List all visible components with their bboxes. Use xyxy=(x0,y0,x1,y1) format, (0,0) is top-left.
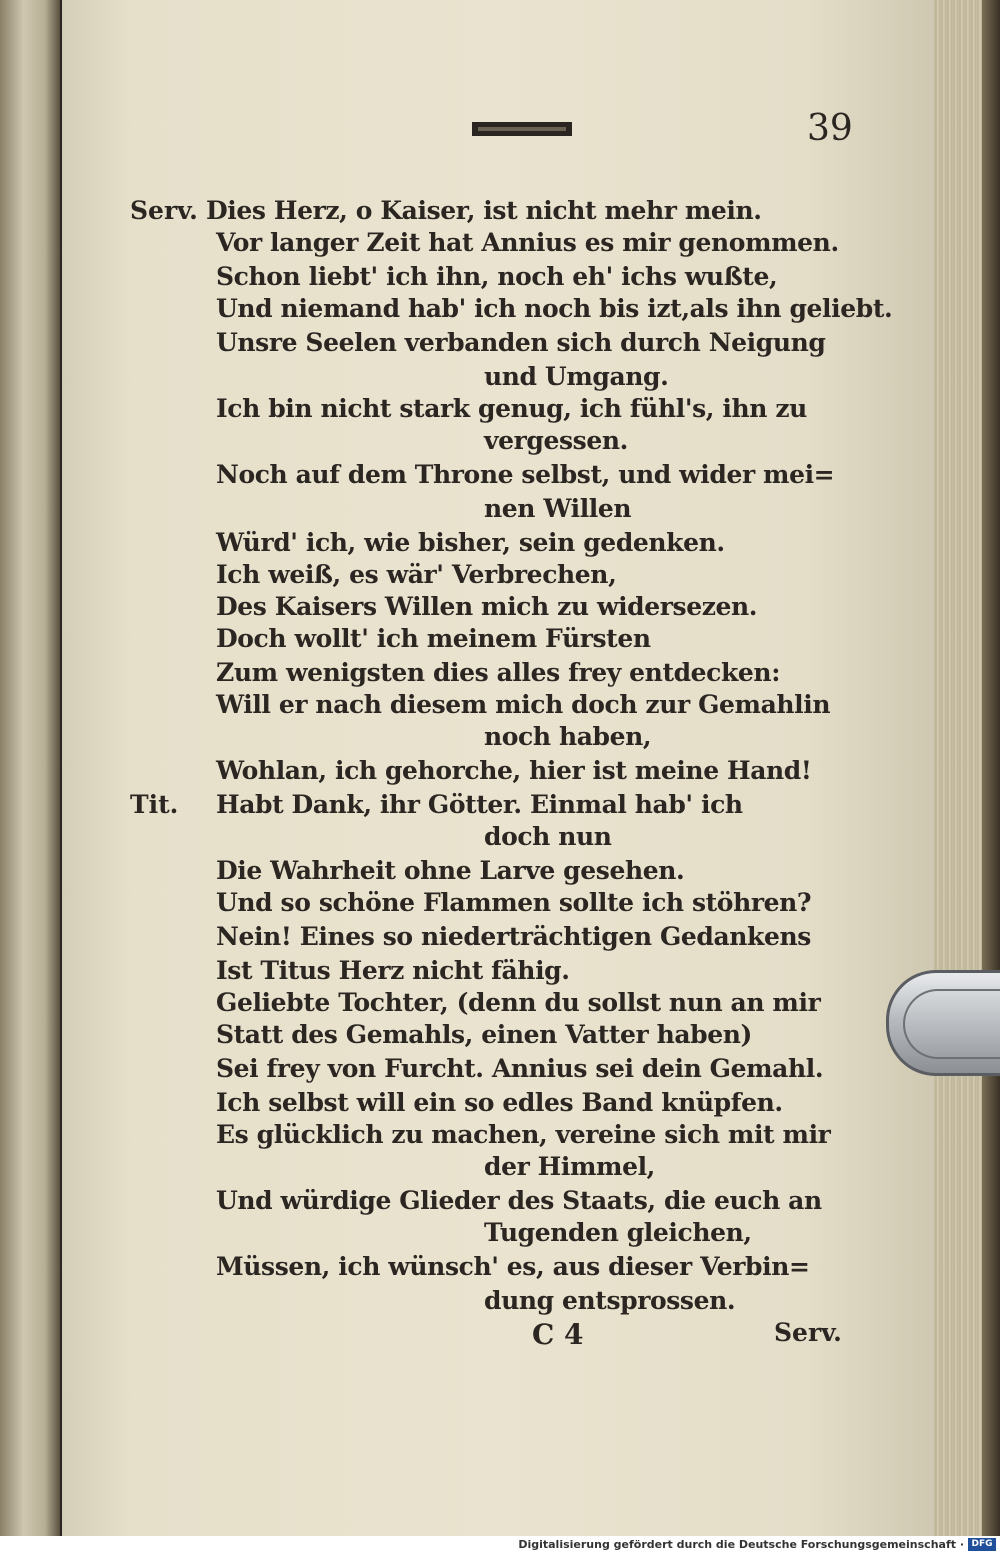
page-block-edge xyxy=(934,0,1000,1536)
header-ornament xyxy=(472,122,572,136)
verse-line: Und würdige Glieder des Staats, die euch an xyxy=(216,1186,822,1215)
verse-line: Ich bin nicht stark genug, ich fühl's, ihn zu xyxy=(216,394,807,423)
verse-line: Sei frey von Furcht. Annius sei dein Gemahl. xyxy=(216,1054,824,1083)
footer-bar xyxy=(0,1536,1000,1554)
verse-line-continuation: noch haben, xyxy=(484,722,652,751)
verse-line: Will er nach diesem mich doch zur Gemahlin xyxy=(216,690,831,719)
verse-line: Es glücklich zu machen, vereine sich mit mir xyxy=(216,1120,831,1149)
verse-line-continuation: der Himmel, xyxy=(484,1152,655,1181)
verse-line: Und niemand hab' ich noch bis izt,als ihn geliebt. xyxy=(216,294,893,323)
verse-line: Doch wollt' ich meinem Fürsten xyxy=(216,624,651,653)
verse-line: Und so schöne Flammen sollte ich stöhren? xyxy=(216,888,812,917)
verse-line: Ich weiß, es wär' Verbrechen, xyxy=(216,560,617,589)
page-number: 39 xyxy=(807,108,853,149)
verse-line-continuation: vergessen. xyxy=(484,426,628,455)
verse-line: Schon liebt' ich ihn, noch eh' ichs wußte, xyxy=(216,262,778,291)
left-page-edge xyxy=(0,0,60,1536)
verse-line-continuation: nen Willen xyxy=(484,494,632,523)
page-clip-inner xyxy=(903,989,1000,1059)
speaker-titus: Tit. xyxy=(130,790,179,819)
verse-line: Unsre Seelen verbanden sich durch Neigung xyxy=(216,328,826,357)
verse-line: Wohlan, ich gehorche, hier ist meine Hand! xyxy=(216,756,812,785)
ornament-inlay xyxy=(478,127,566,131)
verse-line: Statt des Gemahls, einen Vatter haben) xyxy=(216,1020,752,1049)
book-page xyxy=(62,0,934,1536)
verse-line-continuation: und Umgang. xyxy=(484,362,669,391)
verse-line: Würd' ich, wie bisher, sein gedenken. xyxy=(216,528,725,557)
verse-line: Des Kaisers Willen mich zu widersezen. xyxy=(216,592,758,621)
verse-line: Die Wahrheit ohne Larve gesehen. xyxy=(216,856,685,885)
signature-mark: C 4 xyxy=(532,1318,584,1351)
verse-line: Habt Dank, ihr Götter. Einmal hab' ich xyxy=(216,790,743,819)
page-clip xyxy=(886,970,1000,1076)
verse-line: Müssen, ich wünsch' es, aus dieser Verbin= xyxy=(216,1252,810,1281)
verse-line: Geliebte Tochter, (denn du sollst nun an mir xyxy=(216,988,821,1017)
verse-line: Ich selbst will ein so edles Band knüpfen. xyxy=(216,1088,783,1117)
verse-line-continuation: Tugenden gleichen, xyxy=(484,1218,752,1247)
verse-line: Vor langer Zeit hat Annius es mir genommen. xyxy=(216,228,839,257)
verse-line: Zum wenigsten dies alles frey entdecken: xyxy=(216,658,781,687)
speaker-servilia: Serv. xyxy=(130,196,198,225)
verse-line: Dies Herz, o Kaiser, ist nicht mehr mein. xyxy=(206,196,762,225)
verse-line: Ist Titus Herz nicht fähig. xyxy=(216,956,570,985)
dfg-logo: DFG xyxy=(968,1538,996,1551)
catchword: Serv. xyxy=(774,1318,842,1347)
verse-line: Noch auf dem Throne selbst, und wider mei= xyxy=(216,460,835,489)
funding-credit: Digitalisierung gefördert durch die Deutsche Forschungsgemeinschaft · xyxy=(518,1538,964,1551)
verse-line-continuation: dung entsprossen. xyxy=(484,1286,736,1315)
verse-line-continuation: doch nun xyxy=(484,822,612,851)
verse-line: Nein! Eines so niederträchtigen Gedankens xyxy=(216,922,811,951)
